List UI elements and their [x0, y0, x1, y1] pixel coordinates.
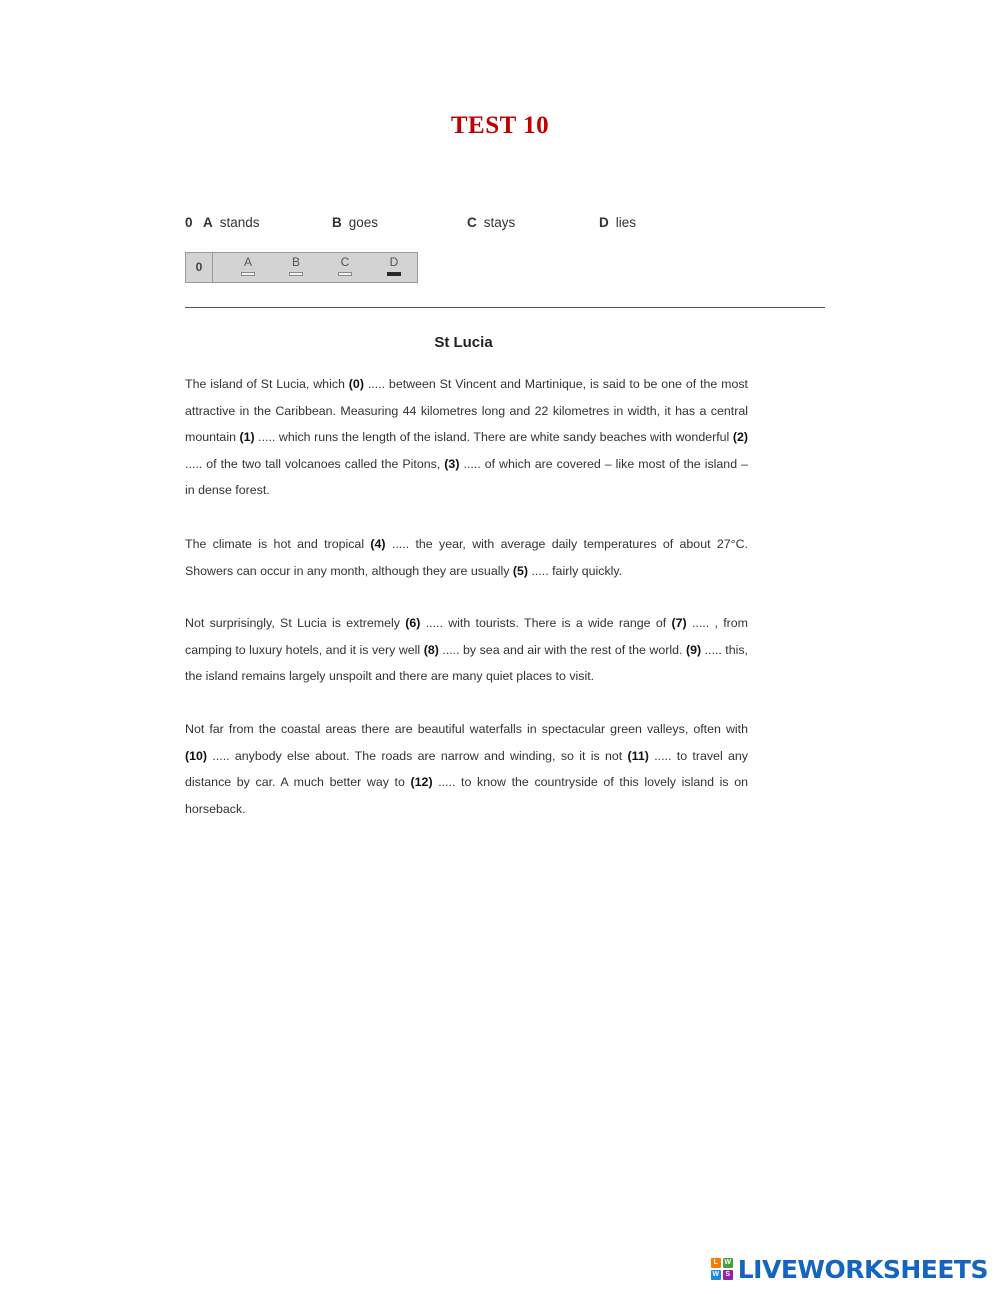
gap-number: (6) [405, 616, 421, 630]
logo-tile: L [711, 1258, 721, 1268]
text-segment: ..... between St Vincent and Martinique, is said to be one of the most attractive in the Caribbean. Measuring 44 kilometres long and 22 kilometres in width, it has a central mountain [185, 377, 748, 445]
paragraph-2 [185, 531, 748, 584]
gap-number: (5) [512, 563, 529, 578]
option-a: A stands [203, 215, 260, 230]
answer-choice-c: C [335, 256, 355, 276]
text-segment: ..... with tourists. There is a wide range of [420, 616, 672, 630]
gap-number: (0) [348, 377, 364, 391]
logo-text: LIVEWORKSHEETS [737, 1254, 988, 1284]
divider [185, 307, 825, 308]
text-segment: The island of St Lucia, which [185, 377, 349, 391]
page-title: TEST 10 [450, 112, 550, 139]
option-c: C stays [467, 215, 516, 230]
example-answer-sheet [185, 252, 418, 283]
text-segment: ..... which runs the length of the island. There are white sandy beaches with wonderful [254, 430, 733, 445]
answer-choice-d: D [384, 256, 404, 276]
answer-mark-b [289, 272, 303, 276]
text-segment: Not far from the coastal areas there are beautiful waterfalls in spectacular green valleys, often with [185, 722, 748, 736]
example-number: 0 [185, 215, 193, 230]
option-d: D lies [599, 215, 637, 230]
logo-tile: W [712, 1271, 720, 1278]
answer-row-number: 0 [186, 253, 213, 282]
text-segment: ..... fairly quickly. [528, 563, 623, 578]
answer-choice-a: A [238, 256, 258, 276]
gap-number: (9) [685, 642, 702, 657]
text-segment: ..... anybody else about. The roads are narrow and winding, so it is not [207, 748, 628, 763]
logo-tile: S [723, 1270, 733, 1280]
gap-number: (12) [410, 775, 433, 790]
answer-mark-c [338, 272, 352, 276]
text-segment: ..... by sea and air with the rest of the world. [438, 642, 686, 657]
paragraph-1 [185, 371, 748, 504]
liveworksheets-logo [711, 1252, 988, 1286]
gap-number: (11) [627, 748, 649, 763]
answer-choice-b: B [286, 256, 306, 276]
logo-icon [711, 1258, 733, 1280]
text-segment: ..... the year, with average daily temperatures of about 27°C. Showers can occur in any month, although they are usually [185, 537, 748, 578]
gap-number: (2) [732, 430, 748, 445]
logo-tile: W [724, 1259, 732, 1266]
gap-number: (8) [423, 642, 439, 657]
option-b: B goes [332, 215, 379, 230]
gap-number: (3) [444, 456, 460, 471]
text-segment: ..... this, the island remains largely unspoilt and there are many quiet places to visit. [185, 642, 749, 684]
article-heading: St Lucia [434, 334, 493, 351]
text-segment: ..... , from camping to luxury hotels, and it is very well [185, 616, 749, 657]
text-segment: Not surprisingly, St Lucia is extremely [185, 616, 406, 630]
text-segment: ..... to know the countryside of this lovely island is on horseback. [185, 775, 749, 816]
answer-mark-d [387, 272, 401, 276]
text-segment: The climate is hot and tropical [185, 537, 371, 551]
gap-number: (7) [671, 616, 687, 630]
gap-number: (10) [185, 748, 208, 763]
answer-mark-a [241, 272, 255, 276]
paragraph-4 [185, 716, 748, 822]
text-segment: ..... of the two tall volcanoes called the Pitons, [185, 456, 445, 471]
text-segment: ..... to travel any distance by car. A much better way to [185, 748, 748, 790]
gap-number: (4) [370, 537, 386, 551]
paragraph-3 [185, 610, 748, 690]
gap-number: (1) [239, 430, 255, 445]
text-segment: ..... of which are covered – like most of the island – in dense forest. [185, 456, 748, 498]
